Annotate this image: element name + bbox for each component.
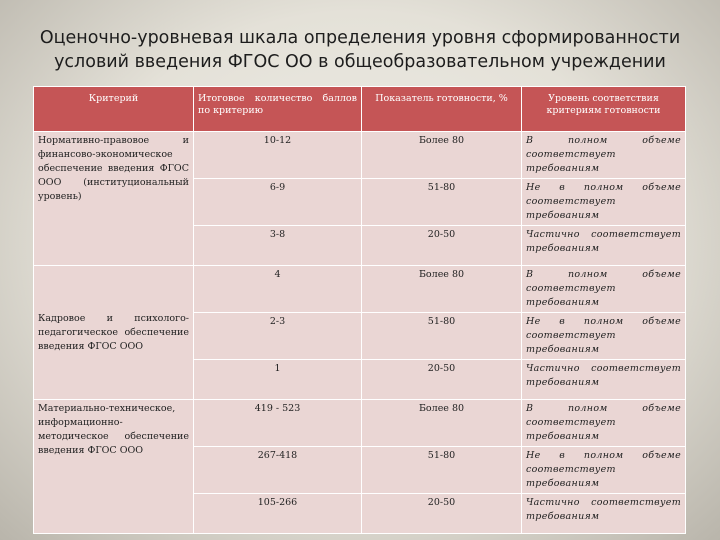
points-cell: 105-266: [194, 494, 362, 534]
readiness-cell: Более 80: [362, 400, 522, 447]
compliance-cell: В полном объеме соответствует требованиям: [522, 132, 686, 179]
header-criterion: Критерий: [34, 87, 194, 132]
readiness-cell: 51-80: [362, 447, 522, 494]
page-title: Оценочно-уровневая шкала определения уровня сформированности условий введения ФГОС ОО в общеобразовательном учреждении: [39, 28, 681, 72]
criterion-text: Кадровое и психолого-педагогическое обеспечение введения ФГОС ООО: [38, 312, 189, 352]
assessment-scale-table: [33, 86, 686, 534]
table-row: [34, 266, 686, 313]
table-row: [34, 132, 686, 179]
criterion-cell: [34, 400, 194, 534]
compliance-cell: В полном объеме соответствует требованиям: [522, 266, 686, 313]
readiness-cell: 51-80: [362, 179, 522, 226]
compliance-cell: Частично соответствует требованиям: [522, 226, 686, 266]
compliance-cell: В полном объеме соответствует требованиям: [522, 400, 686, 447]
points-cell: 419 - 523: [194, 400, 362, 447]
header-readiness: Показатель готовности, %: [362, 87, 522, 132]
readiness-cell: 20-50: [362, 226, 522, 266]
readiness-cell: 51-80: [362, 313, 522, 360]
readiness-cell: 20-50: [362, 494, 522, 534]
compliance-cell: Не в полном объеме соответствует требованиям: [522, 179, 686, 226]
points-cell: 1: [194, 360, 362, 400]
criterion-text: Материально-техническое, информационно-методическое обеспечение введения ФГОС ООО: [38, 403, 189, 456]
header-points: Итоговое количество баллов по критерию: [194, 87, 362, 132]
readiness-cell: 20-50: [362, 360, 522, 400]
table-header-row: [34, 87, 686, 132]
compliance-cell: Не в полном объеме соответствует требованиям: [522, 447, 686, 494]
criterion-cell: [34, 132, 194, 266]
points-cell: 10-12: [194, 132, 362, 179]
compliance-cell: Не в полном объеме соответствует требованиям: [522, 313, 686, 360]
points-cell: 2-3: [194, 313, 362, 360]
points-cell: 267-418: [194, 447, 362, 494]
readiness-cell: Более 80: [362, 132, 522, 179]
points-cell: 3-8: [194, 226, 362, 266]
header-compliance: Уровень соответствия критериям готовности: [522, 87, 686, 132]
compliance-cell: Частично соответствует требованиям: [522, 494, 686, 534]
criterion-text: Нормативно-правовое и финансово-экономическое обеспечение введения ФГОС ООО (институциональный уровень): [38, 135, 189, 202]
points-cell: 6-9: [194, 179, 362, 226]
criterion-cell: [34, 266, 194, 400]
table-row: [34, 400, 686, 447]
points-cell: 4: [194, 266, 362, 313]
compliance-cell: Частично соответствует требованиям: [522, 360, 686, 400]
readiness-cell: Более 80: [362, 266, 522, 313]
